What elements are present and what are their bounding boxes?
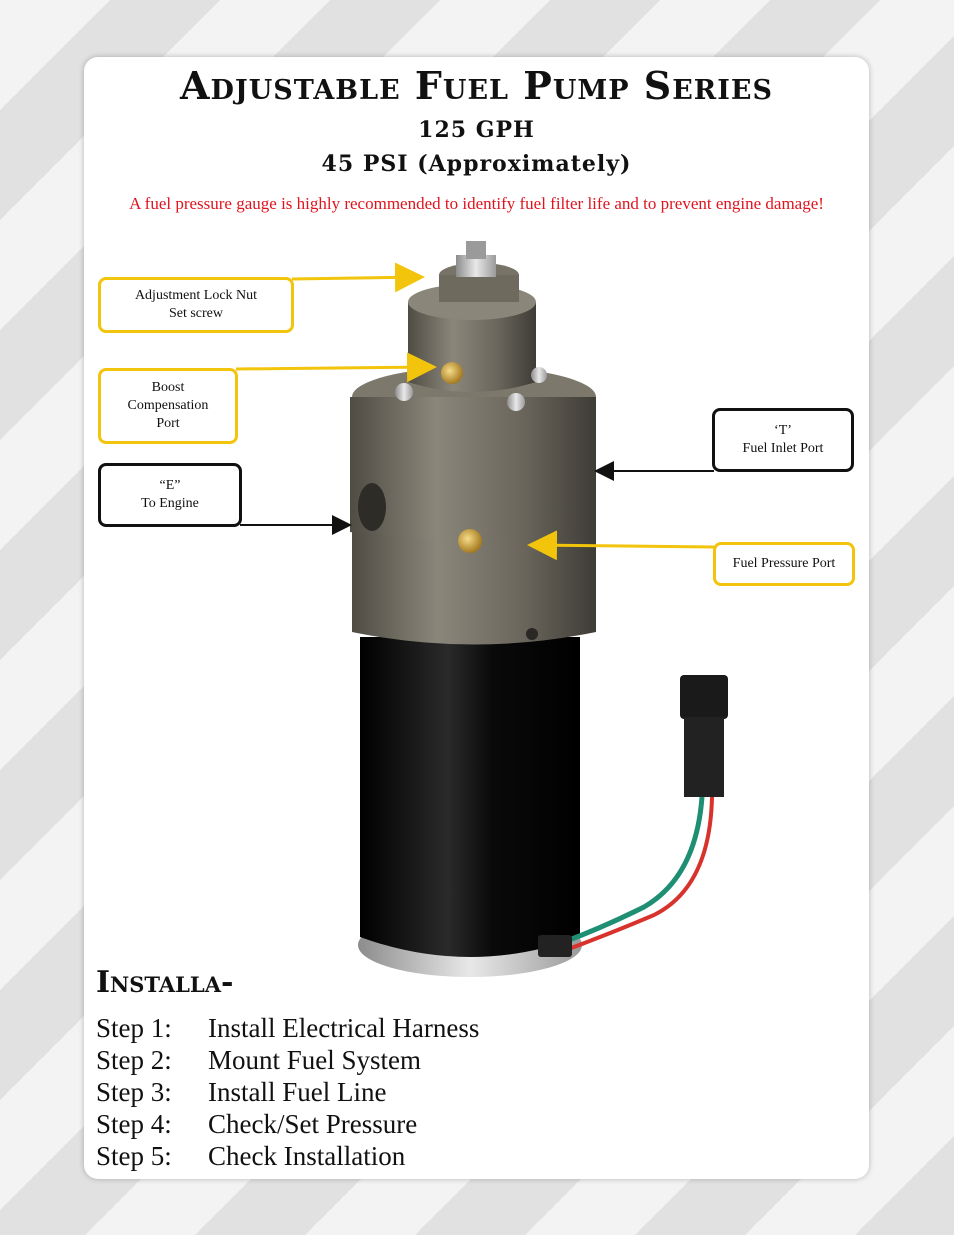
pressure-rating: 45 PSI (Approximately) — [321, 151, 632, 177]
callout-text: Set screw — [168, 306, 224, 321]
callout-fuel-inlet-port — [712, 408, 854, 472]
step-item: Step 4: Check/Set Pressure — [96, 1109, 418, 1139]
installation-steps — [96, 1012, 479, 1172]
callout-text: Fuel Pressure Port — [732, 556, 836, 571]
step-item: Step 1: Install Electrical Harness — [96, 1013, 480, 1043]
callout-text: Fuel Inlet Port — [742, 441, 824, 456]
callout-text: Adjustment Lock Nut — [134, 288, 258, 303]
callout-arrows — [84, 57, 869, 1179]
callout-text: “E” — [159, 478, 181, 493]
callout-boost-compensation-port — [98, 368, 238, 444]
callout-adjustment-lock-nut — [98, 277, 294, 333]
step-item: Step 3: Install Fuel Line — [96, 1077, 387, 1107]
callout-text: Port — [156, 416, 180, 431]
callout-fuel-pressure-port — [713, 542, 855, 586]
warning-text: A fuel pressure gauge is highly recommended to identify fuel filter life and to prevent engine damage! — [129, 194, 824, 213]
callout-to-engine — [98, 463, 242, 527]
document-page — [84, 57, 869, 1179]
page-title: Adjustable Fuel Pump Series — [180, 63, 773, 108]
step-item: Step 5: Check Installation — [96, 1141, 406, 1171]
callout-text: Compensation — [127, 398, 209, 413]
step-item: Step 2: Mount Fuel System — [96, 1045, 422, 1075]
callout-text: To Engine — [141, 496, 199, 511]
installation-heading: Installa- — [96, 965, 234, 1000]
flow-rating: 125 GPH — [418, 117, 535, 143]
callout-text: Boost — [151, 380, 185, 395]
callout-text: ‘T’ — [774, 423, 792, 438]
